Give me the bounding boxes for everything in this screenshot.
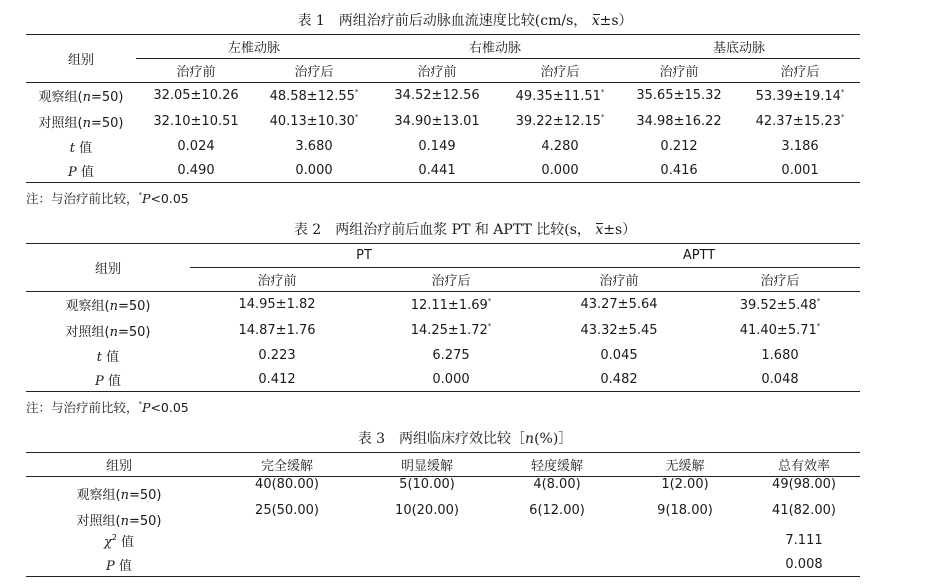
- table-cell: 39.52±5.48*: [739, 296, 821, 313]
- row-label: 观察组(n=50): [65, 299, 151, 315]
- table3-header: 轻度缓解: [492, 453, 622, 477]
- table-cell: 0.412: [190, 368, 364, 392]
- table3-header: 组别: [26, 453, 212, 477]
- table-cell: 3.680: [295, 138, 333, 154]
- table3-title: [0, 430, 930, 448]
- table-cell: [622, 529, 748, 553]
- table1-title-text: 两组治疗前后动脉血流速度比较(cm/s，: [338, 13, 588, 29]
- row-label: 观察组(n=50): [76, 487, 162, 503]
- table-cell: [362, 529, 492, 553]
- table-cell: 0.000: [502, 159, 618, 183]
- table-cell: 1(2.00): [661, 477, 709, 492]
- table-cell: 0.000: [256, 159, 372, 183]
- table1-colgroup-left: 左椎动脉: [136, 35, 372, 59]
- table1-colgroup-basilar: 基底动脉: [618, 35, 860, 59]
- table-cell: 49.35±11.51*: [515, 87, 605, 104]
- table2-title: [0, 221, 930, 239]
- table2-group-header: 组别: [26, 244, 190, 292]
- table-cell: 0.482: [538, 368, 700, 392]
- row-label: P 值: [26, 553, 212, 577]
- table3-title-tail: (%)］: [534, 431, 573, 447]
- table1-subheader: 治疗后: [502, 59, 618, 83]
- table2-title-xbar: x: [595, 222, 604, 238]
- table-row: [26, 503, 860, 529]
- table-cell: 41(82.00): [772, 502, 836, 518]
- table-row: [26, 318, 860, 343]
- table2-note: 注：与治疗前比较，*P<0.05: [26, 400, 189, 415]
- table-row: [26, 292, 860, 318]
- table1-colgroup-right: 右椎动脉: [372, 35, 618, 59]
- table-cell: 12.11±1.69*: [410, 296, 492, 313]
- row-label: $\chi^2$ 值: [103, 533, 135, 550]
- table2-subheader: 治疗前: [538, 268, 700, 292]
- table-cell: 0.149: [418, 138, 456, 154]
- table-cell: 40(80.00): [255, 477, 319, 492]
- table-row: [26, 368, 860, 392]
- row-label: P 值: [26, 159, 136, 183]
- table-cell: 3.186: [781, 138, 819, 154]
- table-cell: 0.048: [700, 368, 860, 392]
- table-cell: [212, 553, 362, 577]
- table-row: [26, 134, 860, 159]
- table1-subheader: 治疗前: [372, 59, 502, 83]
- table-row: [26, 83, 860, 109]
- table1-note: 注：与治疗前比较，*P<0.05: [26, 191, 189, 206]
- table-cell: 9(18.00): [657, 502, 713, 518]
- table-cell: [492, 553, 622, 577]
- table-cell: 14.87±1.76: [238, 322, 316, 338]
- table-cell: 34.90±13.01: [394, 113, 480, 129]
- table3-number: 表 3: [357, 431, 386, 447]
- table2-colgroup-pt: PT: [190, 244, 538, 268]
- table-cell: 0.001: [740, 159, 860, 183]
- table2-subheader: 治疗前: [190, 268, 364, 292]
- table-cell: 32.05±10.26: [153, 88, 239, 104]
- table-cell: 32.10±10.51: [153, 113, 239, 129]
- table-cell: [212, 529, 362, 553]
- table2-title-tail: ±s）: [603, 222, 637, 238]
- table1-number: 表 1: [297, 13, 325, 29]
- table1-subheader: 治疗后: [740, 59, 860, 83]
- table3-header: 无缓解: [622, 453, 748, 477]
- table1-title-tail: ±s）: [599, 13, 633, 29]
- table-cell: 6.275: [432, 347, 470, 363]
- table3-header: 总有效率: [748, 453, 860, 477]
- table-row: [26, 529, 860, 553]
- table-cell: 39.22±12.15*: [515, 113, 605, 129]
- table-cell: 0.000: [364, 368, 538, 392]
- table-cell: 14.95±1.82: [238, 297, 316, 313]
- table2-number: 表 2: [293, 222, 322, 238]
- table-cell: 7.111: [785, 533, 823, 548]
- table3-title-n: n: [525, 431, 535, 447]
- table-cell: 14.25±1.72*: [410, 322, 492, 338]
- table-cell: 43.27±5.64: [580, 297, 658, 313]
- table2-title-text: 两组治疗前后血浆 PT 和 APTT 比较(s，: [335, 222, 591, 238]
- table-cell: 0.416: [618, 159, 740, 183]
- table-row: [26, 109, 860, 134]
- row-label: P 值: [26, 368, 190, 392]
- table3-header: 明显缓解: [362, 453, 492, 477]
- table-cell: 0.008: [748, 553, 860, 577]
- row-label: 观察组(n=50): [38, 90, 124, 106]
- table-cell: 34.98±16.22: [636, 113, 722, 129]
- table-cell: 0.024: [177, 138, 215, 154]
- table-cell: 0.441: [372, 159, 502, 183]
- table3-header: 完全缓解: [212, 453, 362, 477]
- row-label: 对照组(n=50): [65, 324, 151, 340]
- table1-title: [0, 12, 930, 30]
- table-cell: 43.32±5.45: [580, 322, 658, 338]
- table-cell: 35.65±15.32: [636, 88, 722, 104]
- table1-group-header: 组别: [26, 35, 136, 83]
- table-cell: 49(98.00): [772, 477, 836, 492]
- table-cell: 53.39±19.14*: [755, 87, 845, 104]
- table-cell: [492, 529, 622, 553]
- table-cell: 4(8.00): [533, 477, 581, 492]
- table1-subheader: 治疗前: [136, 59, 256, 83]
- table-cell: [362, 553, 492, 577]
- table-cell: 0.223: [258, 347, 296, 363]
- table-cell: 25(50.00): [255, 502, 319, 518]
- table2-colgroup-aptt: APTT: [538, 244, 860, 268]
- row-label: 对照组(n=50): [38, 115, 124, 131]
- table-cell: 48.58±12.55*: [269, 87, 359, 104]
- table-cell: 5(10.00): [399, 477, 455, 492]
- table1: [26, 34, 860, 183]
- table-cell: 0.212: [660, 138, 698, 154]
- table-cell: 40.13±10.30*: [269, 113, 359, 129]
- row-label: t 值: [96, 349, 120, 365]
- table-cell: 34.52±12.56: [394, 88, 480, 104]
- table1-subheader: 治疗后: [256, 59, 372, 83]
- table-cell: 0.490: [136, 159, 256, 183]
- table-row: [26, 159, 860, 183]
- table1-subheader: 治疗前: [618, 59, 740, 83]
- table-cell: 41.40±5.71*: [739, 322, 821, 338]
- table-cell: 10(20.00): [395, 502, 459, 518]
- table1-title-xbar: x: [591, 13, 600, 29]
- table-row: [26, 477, 860, 503]
- table-cell: 0.045: [600, 347, 638, 363]
- table3-title-text: 两组临床疗效比较［: [399, 431, 526, 447]
- row-label: t 值: [69, 140, 93, 156]
- table-cell: 1.680: [761, 347, 799, 363]
- row-label: 对照组(n=50): [76, 513, 162, 529]
- table-cell: 42.37±15.23*: [755, 113, 845, 129]
- table2: [26, 243, 860, 392]
- table-cell: 6(12.00): [529, 502, 585, 518]
- table2-subheader: 治疗后: [364, 268, 538, 292]
- table-cell: [622, 553, 748, 577]
- table-cell: 4.280: [541, 138, 579, 154]
- table-row: [26, 553, 860, 577]
- table2-subheader: 治疗后: [700, 268, 860, 292]
- table-row: [26, 343, 860, 368]
- table3: [26, 452, 860, 577]
